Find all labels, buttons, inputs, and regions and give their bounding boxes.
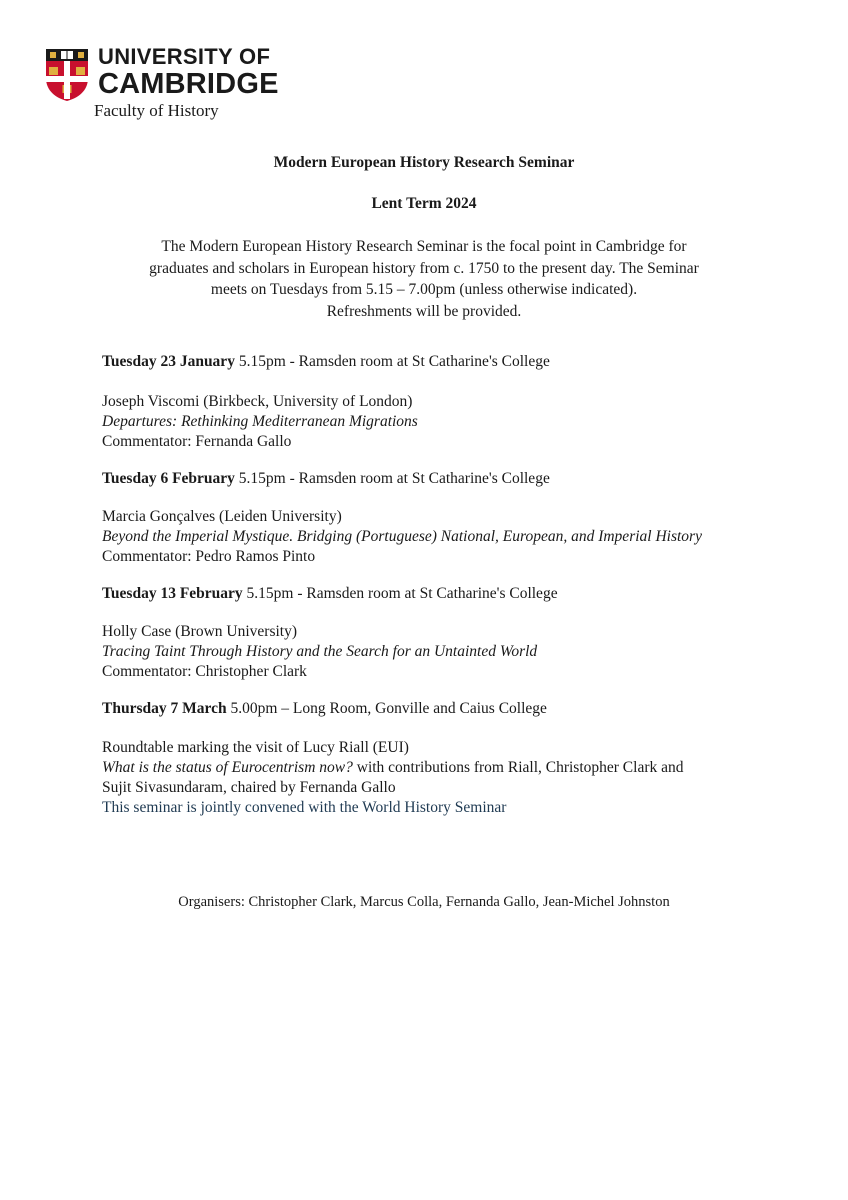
event-talk-line2: Sujit Sivasundaram, chaired by Fernanda Gallo — [102, 779, 396, 796]
cambridge-crest-icon — [45, 48, 89, 102]
event-2-body — [102, 507, 702, 567]
event-1-heading — [102, 352, 550, 372]
event-details: 5.15pm - Ramsden room at St Catharine's College — [234, 470, 550, 487]
event-date: Thursday 7 March — [102, 700, 227, 717]
event-commentator: Commentator: Christopher Clark — [102, 663, 307, 680]
organisers: Organisers: Christopher Clark, Marcus Colla, Fernanda Gallo, Jean-Michel Johnston — [178, 894, 670, 910]
event-3-body — [102, 622, 537, 682]
event-talk-suffix: with contributions from Riall, Christopher Clark and — [352, 759, 684, 776]
event-date: Tuesday 13 February — [102, 585, 243, 602]
event-details: 5.00pm – Long Room, Gonville and Caius College — [226, 700, 547, 717]
event-speaker: Holly Case (Brown University) — [102, 623, 298, 640]
event-talk-line — [102, 758, 684, 778]
event-speaker: Joseph Viscomi (Birkbeck, University of London) — [102, 393, 413, 410]
intro-line: The Modern European History Research Seminar is the focal point in Cambridge for — [161, 238, 687, 255]
university-name-line1: UNIVERSITY OF — [98, 44, 271, 69]
event-date: Tuesday 6 February — [102, 470, 235, 487]
event-date: Tuesday 23 January — [102, 353, 235, 370]
event-note: This seminar is jointly convened with the World History Seminar — [102, 799, 507, 816]
event-2-heading — [102, 469, 550, 489]
event-speaker: Marcia Gonçalves (Leiden University) — [102, 508, 342, 525]
intro-paragraph — [0, 236, 848, 322]
event-commentator: Commentator: Pedro Ramos Pinto — [102, 548, 316, 565]
event-talk-title: Beyond the Imperial Mystique. Bridging (Portuguese) National, European, and Imperial History — [102, 528, 702, 545]
intro-line: meets on Tuesdays from 5.15 – 7.00pm (unless otherwise indicated). — [210, 281, 638, 298]
event-details: 5.15pm - Ramsden room at St Catharine's College — [242, 585, 558, 602]
event-speaker: Roundtable marking the visit of Lucy Riall (EUI) — [102, 739, 409, 756]
event-talk-title: What is the status of Eurocentrism now? — [102, 759, 353, 776]
event-talk-title: Departures: Rethinking Mediterranean Migrations — [102, 413, 418, 430]
event-4-body — [102, 738, 684, 818]
term-title: Lent Term 2024 — [371, 195, 477, 212]
intro-line: Refreshments will be provided. — [326, 302, 522, 320]
university-logo — [45, 46, 279, 102]
event-1-body — [102, 392, 418, 452]
event-details: 5.15pm - Ramsden room at St Catharine's College — [234, 353, 550, 370]
faculty-name: Faculty of History — [94, 101, 219, 120]
event-4-heading — [102, 699, 547, 719]
event-3-heading — [102, 584, 558, 604]
event-talk-title: Tracing Taint Through History and the Search for an Untainted World — [102, 643, 538, 660]
event-commentator: Commentator: Fernanda Gallo — [102, 433, 292, 450]
seminar-title: Modern European History Research Seminar — [273, 154, 575, 171]
university-name-line2: CAMBRIDGE — [98, 68, 279, 100]
intro-line: graduates and scholars in European history from c. 1750 to the present day. The Seminar — [149, 259, 699, 277]
